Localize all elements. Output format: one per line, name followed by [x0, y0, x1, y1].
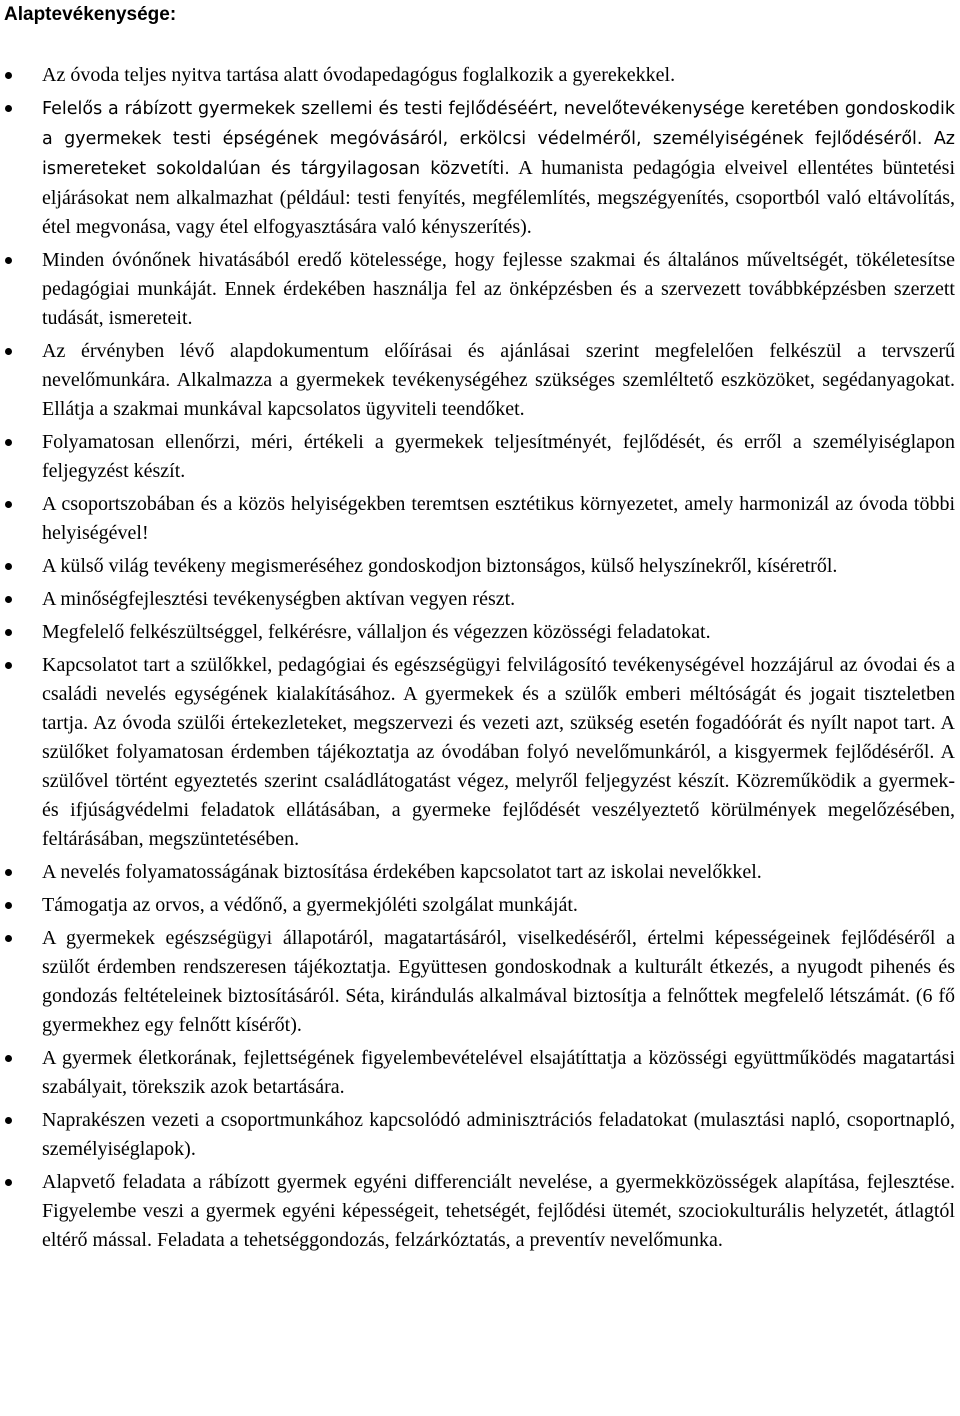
list-item: A gyermekek egészségügyi állapotáról, magatartásáról, viselkedéséről, értelmi képességeinek fejlődéséről a szülőt érdemben rendszeresen tájékoztatja. Együttesen gondoskodnak a kulturált étkezés, a nyugodt pihenés és gondozás feltételeinek biztosításáról. Séta, kirándulás alkalmával biztosítja a felnőttek megfelelő létszámát. (6 fő gyermekhez egy felnőtt kísérőt).: [4, 924, 955, 1040]
list-item: Naprakészen vezeti a csoportmunkához kapcsolódó adminisztrációs feladatokat (mulasztási napló, csoportnapló, személyiséglapok).: [4, 1106, 955, 1164]
list-item: A minőségfejlesztési tevékenységben aktívan vegyen részt.: [4, 585, 955, 614]
list-item: Folyamatosan ellenőrzi, méri, értékeli a gyermekek teljesítményét, fejlődését, és erről a személyiséglapon feljegyzést készít.: [4, 428, 955, 486]
list-item: Kapcsolatot tart a szülőkkel, pedagógiai és egészségügyi felvilágosító tevékenységével hozzájárul az óvodai és a családi nevelés egységének kialakításához. A gyermekek és a szülők emberi méltóságát és jogait tiszteletben tartja. Az óvoda szülői értekezleteket, megszervezi és vezeti azt, szükség esetén fogadóórát és nyílt napot tart. A szülőket folyamatosan érdemben tájékoztatja az óvodában folyó nevelőmunkáról, a kisgyermek fejlődéséről. A szülővel történt egyeztetés szerint családlátogatást végez, melyről feljegyzést készít. Közreműködik a gyermek- és ifjúságvédelmi feladatok ellátásában, a gyermeke fejlődését veszélyeztető körülmények megelőzésében, feltárásában, megszüntetésében.: [4, 651, 955, 854]
list-item: A gyermek életkorának, fejlettségének figyelembevételével elsajátíttatja a közösségi együttműködés magatartási szabályait, törekszik azok betartására.: [4, 1044, 955, 1102]
list-item: Az érvényben lévő alapdokumentum előírásai és ajánlásai szerint megfelelően felkészül a tervszerű nevelőmunkára. Alkalmazza a gyermekek tevékenységéhez szükséges szemléltető eszközöket, segédanyagokat. Ellátja a szakmai munkával kapcsolatos ügyviteli teendőket.: [4, 337, 955, 424]
list-item: Alapvető feladata a rábízott gyermek egyéni differenciált nevelése, a gyermekközösségek alapítása, fejlesztése. Figyelembe veszi a gyermek egyéni képességeit, tehetségét, fejlődési ütemét, szociokulturális helyzetét, átlagtól eltérő mással. Feladata a tehetséggondozás, felzárkóztatás, a preventív nevelőmunka.: [4, 1168, 955, 1255]
section-heading: Alaptevékenysége:: [4, 4, 177, 25]
list-item: A csoportszobában és a közös helyiségekben teremtsen esztétikus környezetet, amely harmonizál az óvoda többi helyiségével!: [4, 490, 955, 548]
list-item: Megfelelő felkészültséggel, felkérésre, vállaljon és végezzen közösségi feladatokat.: [4, 618, 955, 647]
duties-list: [4, 61, 955, 1255]
sans-serif-passage: Felelős a rábízott gyermekek szellemi és testi fejlődéséért, nevelőtevékenysége keretében gondoskodik a gyermekek testi épségének megóvásáról, erkölcsi védelméről, személyiségének fejlődéséről. Az ismereteket sokoldalúan és tárgyilagosan közvetíti.: [42, 99, 955, 179]
list-item: Támogatja az orvos, a védőnő, a gyermekjóléti szolgálat munkáját.: [4, 891, 955, 920]
list-item: Felelős a rábízott gyermekek szellemi és testi fejlődéséért, nevelőtevékenysége keretében gondoskodik a gyermekek testi épségének megóvásáról, erkölcsi védelméről, személyiségének fejlődéséről. Az ismereteket sokoldalúan és tárgyilagosan közvetíti. A humanista pedagógia elveivel ellentétes büntetési eljárásokat nem alkalmazhat (például: testi fenyítés, megfélemlítés, megszégyenítés, csoportból való eltávolítás, étel megvonása, vagy étel elfogyasztására való kényszerítés).: [4, 94, 955, 242]
list-item: A nevelés folyamatosságának biztosítása érdekében kapcsolatot tart az iskolai nevelőkkel.: [4, 858, 955, 887]
list-item: Az óvoda teljes nyitva tartása alatt óvodapedagógus foglalkozik a gyerekekkel.: [4, 61, 955, 90]
list-item: A külső világ tevékeny megismeréséhez gondoskodjon biztonságos, külső helyszínekről, kíséretről.: [4, 552, 955, 581]
list-item: Minden óvónőnek hivatásából eredő kötelessége, hogy fejlesse szakmai és általános műveltségét, tökéletesítse pedagógiai munkáját. Ennek érdekében használja fel az önképzésben és a szervezett továbbképzésben szerzett tudását, ismereteit.: [4, 246, 955, 333]
